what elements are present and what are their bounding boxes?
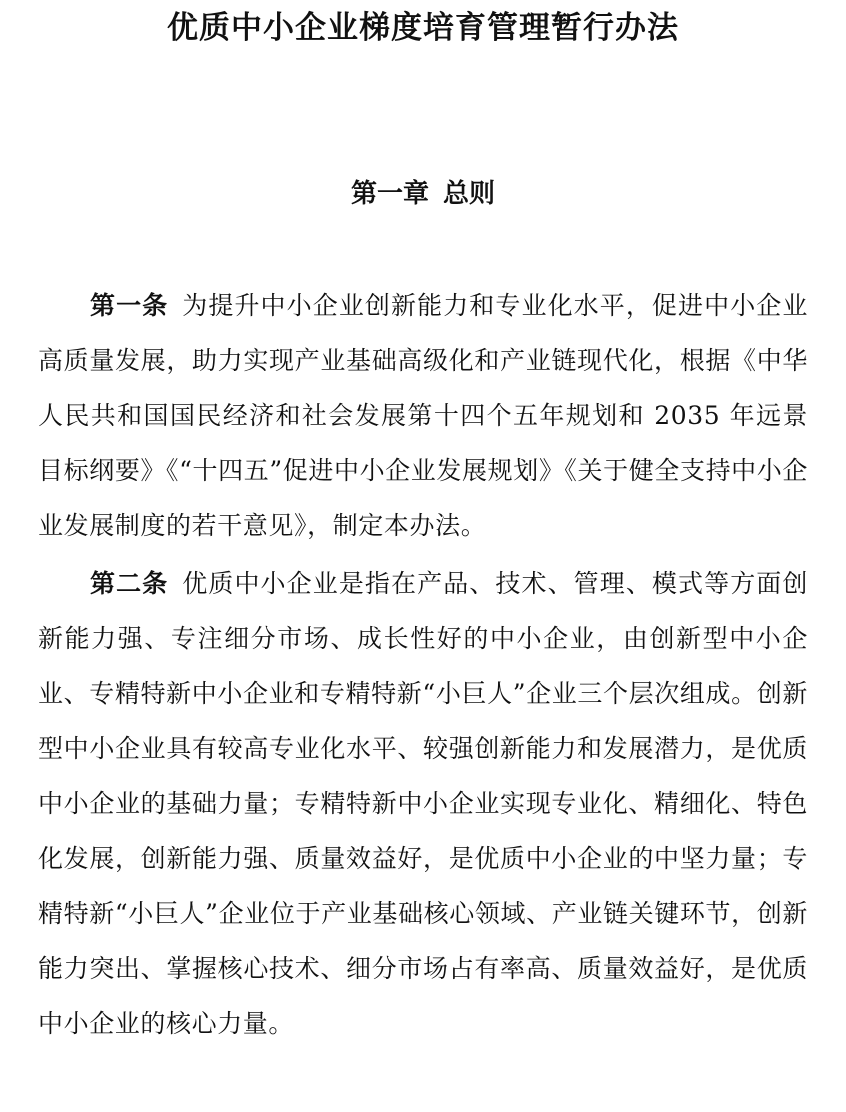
article-1-label: 第一条	[90, 291, 169, 320]
chapter-name: 总则	[443, 179, 496, 209]
article-1-text: 为提升中小企业创新能力和专业化水平，促进中小企业高质量发展，助力实现产业基础高级化和产业链现代化，根据《中华人民共和国国民经济和社会发展第十四个五年规划和 2035 年远景目标纲要》《“十四五”促进中小企业发展规划》《关于健全支持中小企业发展制度的若干意见》，制定本办法。	[38, 291, 808, 540]
chapter-number: 第一章	[350, 179, 429, 209]
article-2-text: 优质中小企业是指在产品、技术、管理、模式等方面创新能力强、专注细分市场、成长性好的中小企业，由创新型中小企业、专精特新中小企业和专精特新“小巨人”企业三个层次组成。创新型中小企业具有较高专业化水平、较强创新能力和发展潜力，是优质中小企业的基础力量；专精特新中小企业实现专业化、精细化、特色化发展，创新能力强、质量效益好，是优质中小企业的中坚力量；专精特新“小巨人”企业位于产业基础核心领域、产业链关键环节，创新能力突出、掌握核心技术、细分市场占有率高、质量效益好，是优质中小企业的核心力量。	[38, 569, 808, 1038]
article-2-label: 第二条	[90, 569, 169, 598]
chapter-heading	[0, 176, 846, 212]
article-1	[38, 278, 808, 553]
document-title: 优质中小企业梯度培育管理暂行办法	[167, 10, 679, 46]
article-2	[38, 556, 808, 1051]
